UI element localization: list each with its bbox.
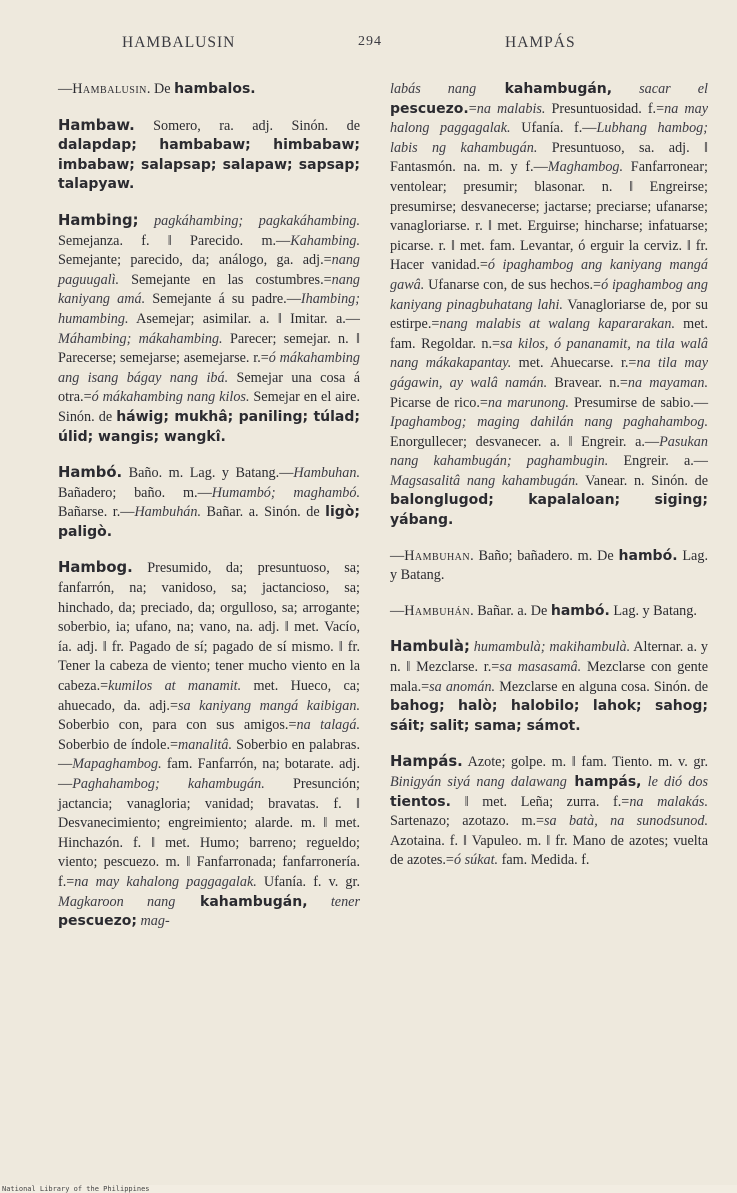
synonym-list: háwig; mukhâ; paniling; túlad; úlid; wangis; wangkî.: [58, 408, 360, 445]
entry-text: Mezclarse con gente mala.=: [390, 659, 708, 695]
entry-italic: Pasukan nang kahambugán; paghambugin.: [390, 433, 708, 470]
entry-headword: Hambalusin: [72, 81, 147, 97]
dash: —: [390, 547, 405, 564]
entry-text: Parecer; semejar. n. ‖ Parecerse; semejarse; asemejarse. r.=: [58, 330, 360, 367]
entry-text: . De: [146, 81, 175, 97]
entry-italic: Humambó; maghambó.: [211, 484, 360, 501]
entry-italic: na marunong.: [487, 394, 569, 411]
entry-text: met. fam. Regoldar. n.=: [390, 316, 708, 352]
entry-italic: na may kahalong paggagalak.: [74, 873, 257, 890]
entry-italic: sacar el: [612, 81, 708, 97]
entry-text: Ufanarse con, de sus hechos.=: [424, 276, 602, 293]
entry-text: Soberbio en palabras.—: [58, 736, 360, 773]
entry-italic: nang paguugalì.: [58, 252, 360, 288]
entry-text: Semejante á su padre.—: [145, 291, 301, 308]
entry-text: met. Ahuecarse. r.=: [511, 355, 637, 372]
entry-text: Vanear. n. Sinón. de: [578, 472, 708, 489]
entry-bold: kahambugán,: [175, 893, 308, 910]
dash: —: [390, 602, 405, 619]
entry-text: . Bañar. a. De: [470, 602, 551, 619]
entry-text: Engreir. a.—: [608, 453, 708, 470]
synonym-list: dalapdap; hambabaw; himbabaw; imbabaw; salapsap; salapaw; sapsap; talapyaw.: [58, 137, 360, 193]
entry-italic: Hambuhán.: [134, 504, 202, 521]
entry-italic: Hambuhan.: [293, 465, 360, 482]
entry-text: Bañarse. r.—: [58, 504, 135, 521]
entry-text: Lag. y Batang.: [390, 547, 708, 584]
entry-text: Azotaina. f. ‖ Vapuleo. m. ‖ fr. Mano de azotes; vuelta de azotes.=: [390, 832, 708, 869]
cross-reference: hambó.: [550, 602, 610, 619]
entry-text: Semejar en el aire. Sinón. de: [58, 389, 361, 425]
entry-text: Presuntuoso, sa. adj. ‖ Fantasmón. na. m. y f.—: [390, 139, 709, 176]
entry-hambog: [58, 558, 360, 931]
entry-text: Enorgullecer; desvanecer. a. ‖ Engreir. a.—: [390, 433, 660, 450]
entry-text: Bañar. a. Sinón. de: [201, 504, 326, 521]
entry-italic: labás nang: [390, 81, 477, 97]
entry-text: Presuntuosidad. f.=: [545, 100, 665, 117]
entry-italic: Lubhang hambog; labis ng kahambugán.: [390, 120, 708, 156]
entry-italic: Magsasalitâ nang kahambugán.: [390, 472, 579, 489]
entry-text: Fanfarronear; ventolear; presumir; blasonar. n. ‖ Engreirse; presumirse; desvanecerse; jactarse; preciarse; ufanarse; vanagloriarse. r. ‖ met. Erguirse; hincharse; infatuarse; picarse. r. ‖ met. fam. Levantar, ó erguir la cerviz. ‖ fr. Hacer vanidad.=: [390, 159, 709, 274]
entry-text: Semejanza. f. ‖ Parecido. m.—: [58, 232, 291, 249]
entry-bold: tientos.: [390, 793, 451, 810]
page-number: 294: [358, 34, 382, 49]
cross-reference: hambalos.: [174, 81, 256, 97]
right-column: [390, 80, 708, 887]
entry-text: Sartenazo; azotazo. m.=: [390, 813, 545, 830]
entry-italic: Magkaroon nang: [58, 893, 176, 910]
entry-italic: nang malabis at walang kapararakan.: [439, 316, 675, 333]
entry-italic: le dió dos: [641, 774, 709, 790]
entry-text: fam. Fanfarrón, na; botarate. adj.—: [58, 756, 360, 792]
entry-italic: ó mákahambing nang kilos.: [91, 389, 250, 406]
entry-headword: Hambing;: [58, 211, 139, 229]
entry-italic: nang kaniyang amá.: [58, 271, 360, 308]
entry-italic: pagkáhambing; pagkakáhambing.: [138, 212, 360, 229]
entry-text: Ufanía. f.—: [510, 120, 597, 137]
entry-hambog-continued: [390, 80, 708, 531]
entry-italic: na malabis.: [476, 100, 546, 117]
entry-italic: na tila may gágawin, ay walâ namán.: [390, 355, 708, 391]
entry-italic: sa masasamâ.: [499, 659, 582, 676]
entry-hambula: [390, 637, 708, 736]
entry-italic: ó mákahambing ang isang bágay nang ibá.: [58, 350, 360, 386]
entry-text: Soberbio de índole.=: [58, 736, 178, 753]
dash: —: [58, 81, 73, 97]
entry-italic: ó súkat.: [453, 852, 499, 869]
entry-text: Alternar. a. y n. ‖ Mezclarse. r.=: [390, 639, 708, 676]
entry-bold: kahambugán,: [476, 81, 613, 97]
entry-hambalusin: [58, 80, 360, 100]
entry-text: Ufanía. f. v. gr.: [256, 873, 361, 890]
entry-text: ‖ met. Leña; zurra. f.=: [450, 793, 630, 810]
entry-hambuhan-verb: [390, 602, 708, 622]
entry-text: . Baño; bañadero. m. De: [470, 547, 619, 564]
entry-italic: Mapaghambog.: [72, 756, 162, 773]
entry-text: Presunción; jactancia; vanagloria; vanidad; bravatas. f. ‖ Desvanecimiento; engreimiento; alarde. m. ‖ met. Hinchazón. f. ‖ met. Humo; barreno; regueldo; viento; pescuezo. m. ‖ Fanfarronada; fanfarronería. f.=: [58, 776, 360, 890]
entry-text: Mezclarse en alguna cosa. Sinón. de: [495, 678, 708, 695]
entry-italic: Binigyán siyá nang dalawang: [390, 774, 567, 790]
entry-text: Semejante en las costumbres.=: [119, 271, 332, 288]
entry-text: =: [468, 100, 477, 117]
entry-italic: sa batà, na sunodsunod.: [544, 813, 708, 830]
entry-italic: ó ipaghambog ang kaniyang pinagbuhatang lahi.: [390, 276, 708, 313]
entry-bold: pescuezo.: [390, 100, 469, 117]
entry-headword: Hampás.: [390, 753, 463, 771]
entry-italic: Maghambog.: [547, 159, 624, 176]
entry-hampas: [390, 752, 708, 871]
entry-text: Somero, ra. adj. Sinón. de: [134, 117, 360, 134]
left-column: [58, 80, 360, 948]
entry-text: Asemejar; asimilar. a. ‖ Imitar. a.—: [128, 310, 360, 327]
entry-headword: Hambaw.: [58, 116, 135, 134]
entry-text: Presumido, da; presuntuoso, sa; fanfarrón, na; vanidoso, sa; jactancioso, sa; hinchado, da; preciado, da; orgulloso, sa; arrogante; soberbio, ia; ufano, na; vano, na. adj. ‖ met. Vacío, ía. adj. ‖ fr. Pagado de sí; pagado de sí mismo. ‖ fr. Tener la cabeza de viento; tener mucho viento en la cabeza.=: [58, 560, 360, 695]
library-credit: National Library of the Philippines: [2, 1185, 150, 1193]
entry-hambaw: [58, 116, 360, 195]
entry-italic: Ipaghambog; maging dahilán nang paghahambog.: [390, 414, 708, 431]
entry-text: Vanagloriarse de, por su estirpe.=: [390, 296, 708, 333]
synonym-list: bahog; halò; halobilo; lahok; sahog; sáit; salit; sama; sámot.: [390, 698, 708, 734]
entry-headword: Hambuhan: [404, 547, 471, 564]
entry-text: Presumirse de sabio.—: [568, 394, 709, 411]
synonym-list: ligò; paligò.: [58, 504, 360, 540]
entry-italic: kumilos at manamit.: [108, 678, 242, 695]
entry-text: Picarse de rico.=: [390, 394, 488, 411]
entry-bold: pescuezo;: [58, 913, 137, 930]
entry-text: Azote; golpe. m. ‖ fam. Tiento. m. v. gr.: [462, 754, 708, 771]
entry-italic: na mayaman.: [627, 374, 709, 391]
synonym-list: balonglugod; kapalaloan; siging; yábang.: [390, 492, 708, 529]
running-head-left: HAMBALUSIN: [122, 34, 236, 51]
running-head: [60, 34, 700, 58]
entry-italic: sa anomán.: [429, 678, 496, 695]
entry-italic: na may halong paggagalak.: [390, 100, 708, 137]
entry-text: fam. Medida. f.: [498, 852, 590, 869]
entry-hambing: [58, 211, 360, 447]
entry-text: Bravear. n.=: [547, 374, 628, 391]
entry-italic: na talagá.: [296, 717, 360, 734]
entry-headword: Hambó.: [58, 464, 123, 482]
entry-italic: Kahambing.: [290, 232, 360, 249]
entry-italic: humambulà; makihambulà.: [469, 639, 631, 656]
entry-hambo: [58, 463, 360, 542]
entry-text: met. Hueco, ca; ahuecado, da. adj.=: [58, 678, 361, 714]
entry-text: Lag. y Batang.: [609, 602, 697, 619]
cross-reference: hambó.: [618, 547, 678, 564]
entry-italic: sa kaniyang mangá kaibigan.: [177, 697, 360, 714]
entry-text: Soberbio con, para con sus amigos.=: [58, 717, 297, 734]
entry-italic: ó ipaghambog ang kaniyang mangá gawâ.: [390, 257, 708, 293]
entry-text: Semejante; parecido, da; análogo, ga. adj.=: [58, 252, 332, 269]
entry-headword: Hambog.: [58, 559, 133, 577]
entry-italic: tener: [307, 893, 360, 910]
entry-hambuhan: [390, 547, 708, 586]
entry-text: Semejar una cosa á otra.=: [58, 369, 360, 406]
entry-italic: sa kilos, ó pananamit, na tila walâ nang mákakapantay.: [390, 335, 708, 372]
entry-bold: hampás,: [566, 774, 642, 790]
entry-italic: na malakás.: [629, 793, 708, 810]
entry-text: Bañadero; baño. m.—: [58, 484, 212, 501]
entry-italic: Máhambing; mákahambing.: [58, 330, 223, 347]
entry-italic: Paghahambog; kahambugán.: [72, 776, 265, 792]
running-head-right: HAMPÁS: [505, 34, 576, 51]
entry-headword: Hambuhán: [404, 602, 471, 619]
entry-italic: Ihambing; humambing.: [58, 291, 360, 327]
entry-italic: mag-: [136, 913, 170, 930]
entry-headword: Hambulà;: [390, 638, 470, 656]
entry-text: Baño. m. Lag. y Batang.—: [122, 465, 294, 482]
entry-italic: manalitâ.: [178, 736, 232, 753]
